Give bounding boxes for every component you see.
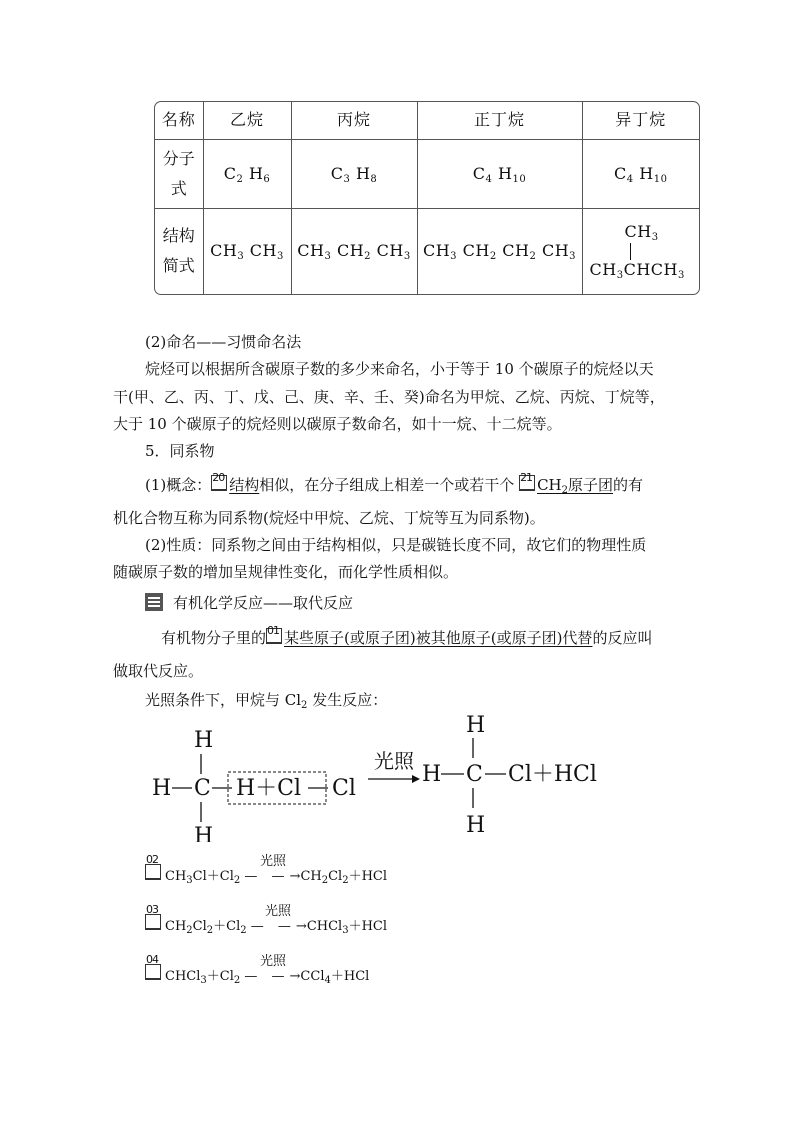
reaction-heading: 有机化学反应——取代反应 xyxy=(145,590,353,617)
reaction-definition-line2: 做取代反应。 xyxy=(113,662,204,680)
answer-structure: 结构 xyxy=(229,476,260,494)
svg-text:Cl＋HCl: Cl＋HCl xyxy=(508,762,597,787)
svg-text:Cl: Cl xyxy=(332,776,356,801)
formula-propane: $C_3$ $H_8$ xyxy=(291,139,417,208)
struct-butane: $CH_3$ $CH_2$ $CH_2$ $CH_3$ xyxy=(417,208,582,294)
formula-isobutane: $C_4$ $H_{10}$ xyxy=(582,139,699,208)
naming-para-line2: 干(甲、乙、丙、丁、戊、己、庚、辛、壬、癸)命名为甲烷、乙烷、丙烷、丁烷等， xyxy=(113,388,665,406)
reaction-step-4: 04 光照 $CHCl_3+Cl_2$ — —→CCl$_4$＋HCl xyxy=(146,953,370,986)
svg-text:H: H xyxy=(152,776,172,801)
reaction-structure-svg xyxy=(150,712,620,842)
answer-substitution-def: 某些原子(或原子团)被其他原子(或原子团)代替 xyxy=(284,629,593,647)
reaction-definition-line1: 有机物分子里的 01 某些原子(或原子团)被其他原子(或原子团)代替的反应叫 xyxy=(161,624,653,647)
homolog-prop-line1: (2)性质：同系物之间由于结构相似，只是碳链长度不同，故它们的物理性质 xyxy=(145,536,647,554)
naming-para-line1: 烷烃可以根据所含碳原子数的多少来命名，小于等于 10 个碳原子的烷烃以天 xyxy=(145,360,654,378)
svg-text:H: H xyxy=(194,824,214,842)
alkane-table xyxy=(154,101,700,295)
homolog-prop-line2: 随碳原子数的增加呈规律性变化，而化学性质相似。 xyxy=(113,563,459,581)
struct-isobutane: $CH_3$ $CH_3CHCH_3$ xyxy=(582,208,699,294)
svg-text:H: H xyxy=(422,762,442,787)
blank-marker-icon: 04 xyxy=(145,964,161,980)
blank-marker-icon: 02 xyxy=(145,864,161,880)
table-row-label-formula: 分子式 xyxy=(155,139,203,208)
blank-marker-icon: 20 xyxy=(211,475,227,491)
naming-heading: (2)命名——习惯命名法 xyxy=(145,333,302,351)
svg-text:H: H xyxy=(194,728,214,753)
struct-ethane: $CH_3$ $CH_3$ xyxy=(203,208,291,294)
homolog-heading: 5．同系物 xyxy=(145,442,215,460)
struct-propane: $CH_3$ $CH_2$ $CH_3$ xyxy=(291,208,417,294)
table-header-butane: 正丁烷 xyxy=(417,102,582,139)
svg-text:H: H xyxy=(466,713,486,738)
svg-text:C: C xyxy=(194,776,211,801)
naming-para-line3: 大于 10 个碳原子的烷烃则以碳原子数命名，如十一烷、十二烷等。 xyxy=(113,415,562,433)
blank-marker-icon: 21 xyxy=(519,475,535,491)
blank-marker-icon: 01 xyxy=(266,628,282,644)
section-list-icon xyxy=(145,593,163,611)
table-header-isobutane: 异丁烷 xyxy=(582,102,699,139)
reaction-step-3: 03 光照 $CH_2Cl_2+Cl_2$ — —→CHCl$_3$＋HCl xyxy=(146,903,388,936)
table-header-ethane: 乙烷 xyxy=(203,102,291,139)
methane-intro: 光照条件下，甲烷与 $Cl_2$ 发生反应： xyxy=(145,691,388,711)
methane-chlorination-diagram xyxy=(150,712,620,842)
table-header-propane: 丙烷 xyxy=(291,102,417,139)
answer-ch2-unit: $CH_2$原子团 xyxy=(537,476,614,496)
table-row-label-struct: 结构简式 xyxy=(155,208,203,294)
homolog-concept-line2: 机化合物互称为同系物(烷烃中甲烷、乙烷、丁烷等互为同系物)。 xyxy=(113,509,545,527)
formula-butane: $C_4$ $H_{10}$ xyxy=(417,139,582,208)
blank-marker-icon: 03 xyxy=(145,914,161,930)
svg-text:光照: 光照 xyxy=(374,749,414,773)
reaction-step-2: 02 光照 $CH_3Cl+Cl_2$ — $—\to CH_2Cl_2+HCl$ xyxy=(146,853,388,886)
table-header-name: 名称 xyxy=(155,102,203,139)
svg-text:H: H xyxy=(466,813,486,838)
svg-text:H＋Cl: H＋Cl xyxy=(236,776,302,801)
homolog-concept-line1: (1)概念： 20 结构相似，在分子组成上相差一个或若干个 21 $CH_2$原子团的有 xyxy=(145,471,644,496)
svg-text:C: C xyxy=(466,762,483,787)
formula-ethane: $C_2$ $H_6$ xyxy=(203,139,291,208)
